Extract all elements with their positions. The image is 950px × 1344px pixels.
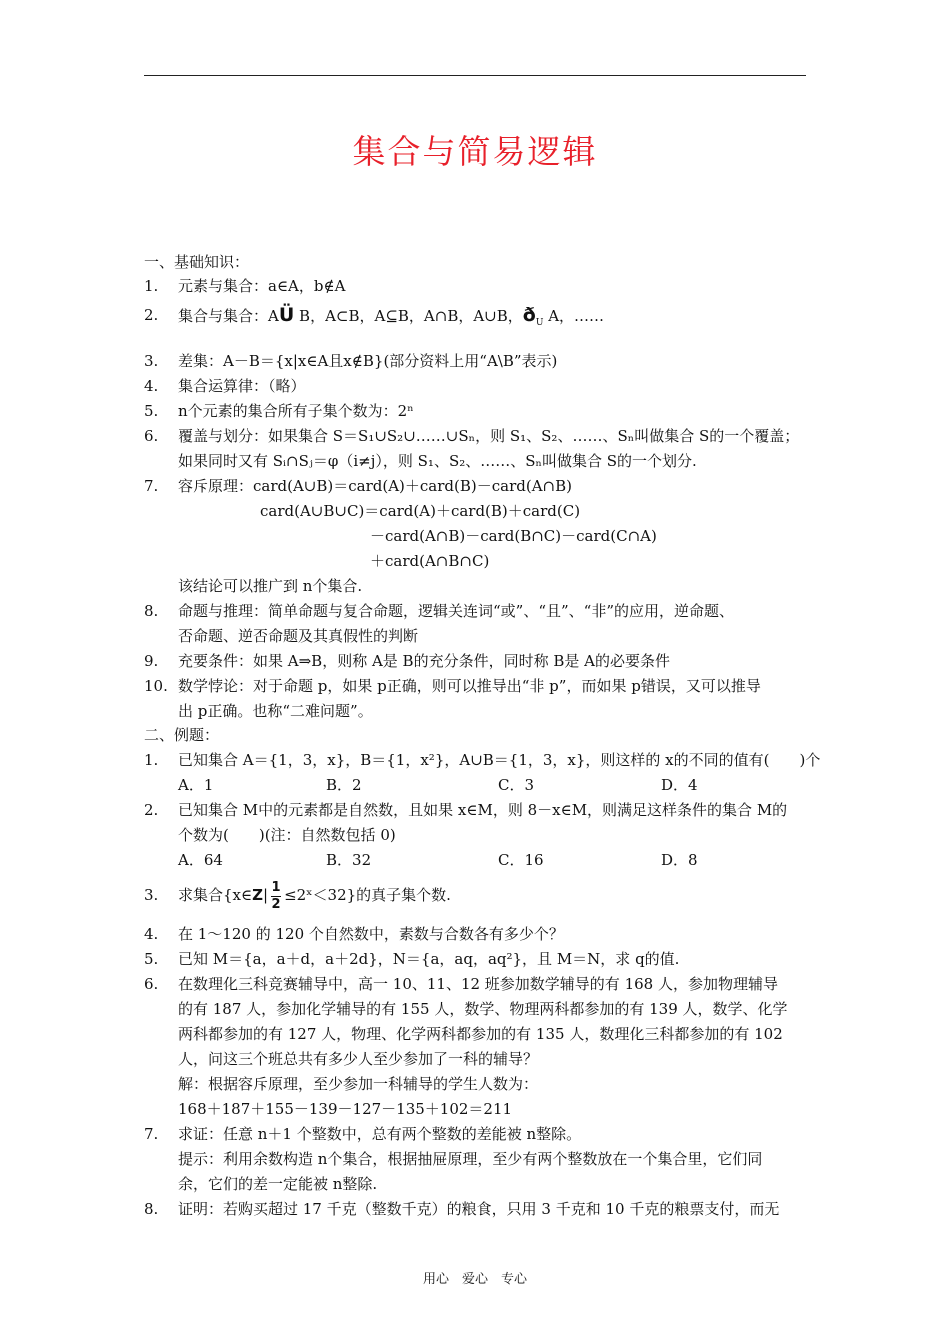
- option-d: D．8: [661, 851, 698, 869]
- solution-line: 168＋187＋155－139－127－135＋102＝211: [178, 1100, 513, 1118]
- list-item: 1. 元素与集合：a∈A，b∉A: [144, 277, 346, 295]
- list-item: 2. 集合与集合：AÜ B，A⊂B，A⊆B，A∩B，A∪B，$ð_U$ A，……: [144, 304, 605, 328]
- list-item: 9. 充要条件：如果 A⇒B，则称 A是 B的充分条件，同时称 B是 A的必要条件: [144, 652, 670, 670]
- option-d: D．4: [661, 776, 698, 794]
- list-item-continuation: 两科都参加的有 127 人，物理、化学两科都参加的有 135 人，数理化三科都参加的有 102: [178, 1025, 783, 1043]
- option-a: A．64: [178, 851, 223, 869]
- list-item: 3. 求集合{x∈Z| $\frac{1}{2}$ ≤2ˣ＜32}的真子集个数.: [144, 879, 451, 912]
- formula-line: ＋card(A∩B∩C): [370, 552, 490, 570]
- list-item: 6. 在数理化三科竞赛辅导中，高一 10、11、12 班参加数学辅导的有 168 人，参加物理辅导: [144, 975, 778, 993]
- list-item: 5. n个元素的集合所有子集个数为：2ⁿ: [144, 402, 414, 420]
- list-item: 4. 集合运算律：（略）: [144, 377, 306, 395]
- list-item-continuation: 该结论可以推广到 n个集合.: [178, 577, 363, 595]
- list-item: 10. 数学悖论：对于命题 p，如果 p正确，则可以推导出“非 p”，而如果 p错误，又可以推导: [144, 677, 761, 695]
- hint-line: 提示：利用余数构造 n个集合，根据抽屉原理，至少有两个整数放在一个集合里，它们同: [178, 1150, 763, 1168]
- page-footer: 用心 爱心 专心: [422, 1272, 527, 1287]
- option-c: C．3: [498, 776, 535, 794]
- header-rule: [144, 75, 806, 76]
- list-item: 3. 差集：A－B＝{x|x∈A且x∉B}(部分资料上用“A\B”表示): [144, 352, 558, 370]
- formula-line: card(A∪B∪C)＝card(A)＋card(B)＋card(C): [260, 502, 581, 520]
- list-item: 2. 已知集合 M中的元素都是自然数，且如果 x∈M，则 8－x∈M，则满足这样条件的集合 M的: [144, 801, 788, 819]
- list-item: 8. 命题与推理：简单命题与复合命题，逻辑关连词“或”、“且”、“非”的应用，逆命题、: [144, 602, 735, 620]
- list-item-continuation: 人，问这三个班总共有多少人至少参加了一科的辅导？: [178, 1050, 539, 1068]
- option-c: C．16: [498, 851, 544, 869]
- fraction-one-half: $\frac{1}{2}$: [271, 879, 281, 912]
- not-subset-symbol: Ü: [278, 304, 295, 326]
- list-item-continuation: 否命题、逆否命题及其真假性的判断: [178, 627, 419, 645]
- list-item: 5. 已知 M＝{a，a＋d，a＋2d}，N＝{a，aq，aq²}，且 M＝N，求 q的值.: [144, 950, 680, 968]
- choice-options: [144, 772, 814, 798]
- list-item-continuation: 个数为( )(注：自然数包括 0): [178, 826, 396, 844]
- list-item-continuation: 的有 187 人，参加化学辅导的有 155 人，数学、物理两科都参加的有 139 人，数学、化学: [178, 1000, 788, 1018]
- page-title: 集合与简易逻辑: [352, 132, 598, 171]
- list-item: 7. 求证：任意 n＋1 个整数中，总有两个整数的差能被 n整除。: [144, 1125, 582, 1143]
- list-item-continuation: 出 p正确。也称“二难问题”。: [178, 702, 373, 720]
- list-item: 6. 覆盖与划分：如果集合 S＝S₁∪S₂∪……∪Sₙ，则 S₁、S₂、……、Sₙ叫做集合 S的一个覆盖；: [144, 427, 800, 445]
- solution-line: 解：根据容斥原理，至少参加一科辅导的学生人数为：: [178, 1075, 539, 1093]
- list-item: 7. 容斥原理：card(A∪B)＝card(A)＋card(B)－card(A∩B): [144, 477, 572, 495]
- choice-options: [144, 847, 814, 873]
- option-b: B．2: [326, 776, 362, 794]
- list-item: 4. 在 1～120 的 120 个自然数中，素数与合数各有多少个？: [144, 925, 564, 943]
- list-item-continuation: 如果同时又有 Sᵢ∩Sⱼ＝φ（i≠j），则 S₁、S₂、……、Sₙ叫做集合 S的一个划分.: [178, 452, 697, 470]
- hint-line: 余，它们的差一定能被 n整除.: [178, 1175, 378, 1193]
- list-item: 1. 已知集合 A＝{1，3，x}，B＝{1，x²}，A∪B＝{1，3，x}，则这样的 x的不同的值有( )个: [144, 751, 821, 769]
- formula-line: －card(A∩B)－card(B∩C)－card(C∩A): [370, 527, 657, 545]
- section-heading: 二、例题：: [144, 726, 220, 744]
- option-b: B．32: [326, 851, 372, 869]
- complement-symbol: ð: [522, 304, 536, 326]
- list-item: 8. 证明：若购买超过 17 千克（整数千克）的粮食，只用 3 千克和 10 千克的粮票支付，而无: [144, 1200, 780, 1218]
- option-a: A．1: [178, 776, 214, 794]
- section-heading: 一、基础知识：: [144, 253, 250, 271]
